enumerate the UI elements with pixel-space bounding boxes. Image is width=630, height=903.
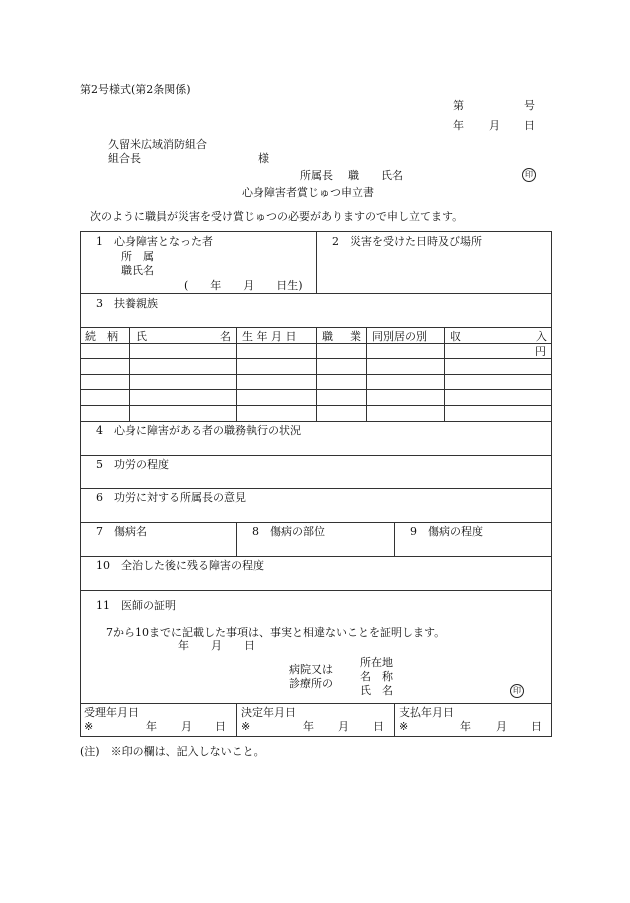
form-title: 心身障害者賞じゅつ申立書 bbox=[242, 186, 374, 199]
section-1-name: 職氏名 bbox=[121, 264, 154, 277]
col-birth: 生 年 月 日 bbox=[242, 330, 297, 343]
section-2-label: 2 災害を受けた日時及び場所 bbox=[332, 235, 482, 248]
date-month: 月 bbox=[489, 119, 500, 132]
col-name-second: 名 bbox=[220, 330, 231, 343]
hospital-name: 名 称 bbox=[360, 670, 393, 683]
sender-shimei: 氏名 bbox=[381, 169, 403, 182]
addressee-sama: 様 bbox=[258, 152, 269, 165]
income-unit-yen: 円 bbox=[535, 345, 546, 358]
footnote: (注) ※印の欄は、記入しないこと。 bbox=[80, 745, 265, 758]
section-9-label: 9 傷病の程度 bbox=[410, 525, 483, 538]
section-1-label: 1 心身障害となった者 bbox=[96, 235, 213, 248]
section-8-label: 8 傷病の部位 bbox=[252, 525, 325, 538]
received-mark: ※ bbox=[84, 720, 94, 733]
section-1-affiliation: 所 属 bbox=[121, 250, 154, 263]
received-month: 月 bbox=[181, 720, 192, 733]
received-date-label: 受理年月日 bbox=[84, 706, 139, 719]
date-year: 年 bbox=[453, 119, 464, 132]
col-income-second: 入 bbox=[536, 330, 547, 343]
decided-year: 年 bbox=[303, 720, 314, 733]
section-1-birth: ( 年 月 日生) bbox=[184, 279, 303, 292]
section-7-label: 7 傷病名 bbox=[96, 525, 147, 538]
doc-number-go: 号 bbox=[524, 99, 535, 112]
decided-month: 月 bbox=[338, 720, 349, 733]
seal-icon: 印 bbox=[510, 684, 524, 698]
sender-shoku: 職 bbox=[348, 169, 359, 182]
col-income-first: 収 bbox=[450, 330, 461, 343]
doc-number-dai: 第 bbox=[453, 99, 464, 112]
paid-date-label: 支払年月日 bbox=[399, 706, 454, 719]
decided-day: 日 bbox=[373, 720, 384, 733]
paid-year: 年 bbox=[460, 720, 471, 733]
form-number: 第2号様式(第2条関係) bbox=[80, 83, 191, 96]
section-3-label: 3 扶養親族 bbox=[96, 297, 158, 310]
seal-icon: 印 bbox=[522, 168, 536, 182]
hospital-label-1: 病院又は bbox=[289, 663, 333, 676]
col-name-first: 氏 bbox=[136, 330, 147, 343]
addressee-org: 久留米広域消防組合 bbox=[108, 138, 207, 151]
col-job-first: 職 bbox=[322, 330, 333, 343]
section-5-label: 5 功労の程度 bbox=[96, 458, 169, 471]
section-4-label: 4 心身に障害がある者の職務執行の状況 bbox=[96, 424, 301, 437]
paid-day: 日 bbox=[531, 720, 542, 733]
section-10-label: 10 全治した後に残る障害の程度 bbox=[96, 559, 264, 572]
doctor-name: 氏 名 bbox=[360, 684, 393, 697]
received-day: 日 bbox=[215, 720, 226, 733]
sender-title: 所属長 bbox=[300, 169, 333, 182]
col-job-second: 業 bbox=[350, 330, 361, 343]
hospital-address: 所在地 bbox=[360, 656, 393, 669]
section-11-certification: 7から10までに記載した事項は、事実と相違ないことを証明します。 bbox=[106, 626, 446, 639]
decided-date-label: 決定年月日 bbox=[241, 706, 296, 719]
section-11-label: 11 医師の証明 bbox=[96, 599, 176, 612]
section-11-date: 年 月 日 bbox=[178, 639, 255, 652]
col-cohabitation: 同別居の別 bbox=[372, 330, 427, 343]
date-day: 日 bbox=[524, 119, 535, 132]
paid-mark: ※ bbox=[399, 720, 409, 733]
addressee-title: 組合長 bbox=[108, 152, 141, 165]
intro-text: 次のように職員が災害を受け賞じゅつの必要がありますので申し立てます。 bbox=[90, 210, 464, 223]
col-relation: 続 柄 bbox=[85, 330, 118, 343]
decided-mark: ※ bbox=[241, 720, 251, 733]
received-year: 年 bbox=[146, 720, 157, 733]
section-6-label: 6 功労に対する所属長の意見 bbox=[96, 491, 246, 504]
paid-month: 月 bbox=[496, 720, 507, 733]
hospital-label-2: 診療所の bbox=[289, 677, 333, 690]
